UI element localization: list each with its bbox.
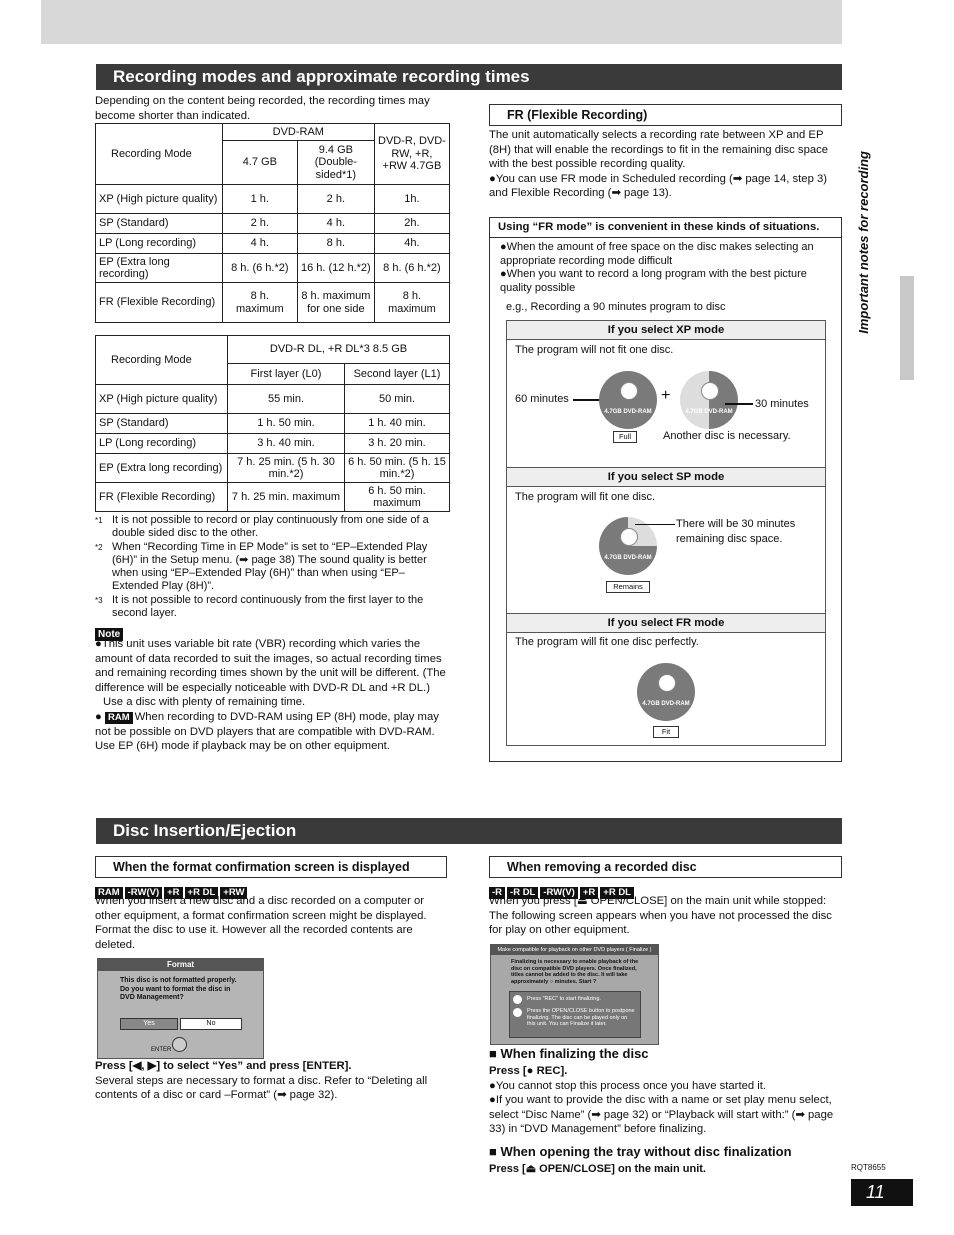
screen-message: This disc is not formatted properly. Do you want to format the disc in DVD Management?: [120, 977, 237, 1001]
disc-remains-icon: [599, 517, 657, 575]
table-cell: XP (High picture quality): [96, 185, 223, 214]
fr-body: [489, 128, 842, 201]
disc-label: 4.7GB DVD-RAM: [604, 409, 652, 416]
footnote-text: When “Recording Time in EP Mode” is set to “EP–Extended Play (6H)” in the Setup menu. (➡ page 38) The sound quality is better when using “EP–Extended Play (6H)” than when using “EP–Extended Play (8H)”.: [112, 540, 428, 593]
table-row: [96, 254, 450, 283]
disc-label: 4.7GB DVD-RAM: [642, 701, 690, 708]
table-cell: 3 h. 20 min.: [345, 434, 450, 454]
fit-label: Fit: [653, 726, 679, 738]
fr-box-bullet: ●When you want to record a long program with the best picture quality possible: [500, 268, 807, 294]
screen-title: Format: [98, 959, 263, 971]
finalizing-body: [489, 1064, 842, 1137]
table-cell: 6 h. 50 min. (5 h. 15 min.*2): [345, 454, 450, 483]
table-cell: 2 h.: [222, 214, 297, 234]
table-cell: 6 h. 50 min. maximum: [345, 483, 450, 512]
table-header-4-7gb: 4.7 GB: [222, 141, 297, 185]
page-number: 11: [851, 1179, 913, 1206]
section-title-recording-modes: Recording modes and approximate recording times: [96, 64, 842, 90]
format-instructions: [95, 1059, 447, 1103]
table-header-9-4gb: 9.4 GB (Double-sided*1): [297, 141, 374, 185]
disc-tag: RAM: [95, 887, 123, 899]
table-row: [96, 283, 450, 323]
table-header-mode: Recording Mode: [96, 124, 223, 185]
disc-tag: -R: [489, 887, 505, 899]
note-body: [95, 637, 447, 754]
finalize-screen-title: Make compatible for playback on other DVD players ( Finalize ): [491, 945, 658, 955]
finalize-screen-image: [490, 944, 659, 1045]
table-header-dvdr: DVD-R, DVD-RW, +R, +RW 4.7GB: [374, 124, 449, 185]
disc-label: 4.7GB DVD-RAM: [685, 409, 733, 416]
removing-disc-body: When you press [⏏ OPEN/CLOSE] on the main unit while stopped: The following screen appears when you have not processed the disc for play on other equipment.: [489, 895, 832, 937]
note-bullet: ● RAM When recording to DVD-RAM using EP (8H) mode, play may not be possible on DVD players that are compatible with DVD-RAM. Use EP (6H) mode if playback may be on other equipment.: [95, 710, 439, 753]
fr-mode-text: The program will fit one disc perfectly.: [515, 636, 699, 648]
dual-layer-table: [95, 335, 450, 512]
finalize-open-text: Press the OPEN/CLOSE button to postpone finalizing. The disc can be played only on this unit. You can Finalize it later.: [527, 1008, 635, 1027]
ram-tag: RAM: [105, 712, 133, 724]
side-label: Important notes for recording: [856, 151, 871, 334]
opening-tray-heading: ■ When opening the tray without disc finalization: [489, 1144, 792, 1159]
note-label: Note: [95, 628, 123, 641]
disc-tag: +R: [164, 887, 182, 899]
disc-tag: -RW(V): [125, 887, 162, 899]
top-banner: [41, 0, 842, 44]
table-cell: 2 h.: [297, 185, 374, 214]
table-cell: EP (Extra long recording): [96, 254, 223, 283]
table-cell: FR (Flexible Recording): [96, 283, 223, 323]
table-row: [96, 385, 450, 414]
xp-mode-heading: If you select XP mode: [507, 321, 825, 340]
table-cell: 4h.: [374, 234, 449, 254]
table-cell: 8 h. maximum for one side: [297, 283, 374, 323]
fr-modes-panel: [506, 320, 826, 746]
rec-icon: [513, 995, 522, 1004]
recording-times-table: [95, 123, 450, 323]
footnote-mark: *3: [95, 595, 103, 605]
pointer-line: [635, 524, 675, 525]
disc-fit-icon: [637, 663, 695, 721]
sp-mode-text: The program will fit one disc.: [515, 491, 655, 503]
table-cell: 8 h. (6 h.*2): [374, 254, 449, 283]
table-cell: 55 min.: [228, 385, 345, 414]
table-cell: 1 h. 40 min.: [345, 414, 450, 434]
fr-example: e.g., Recording a 90 minutes program to disc: [506, 301, 726, 313]
no-option[interactable]: No: [180, 1018, 242, 1030]
table-header-dl: DVD-R DL, +R DL*3 8.5 GB: [228, 336, 450, 364]
pointer-line: [725, 403, 753, 405]
finalizing-heading: ■ When finalizing the disc: [489, 1046, 649, 1061]
footnote-text: It is not possible to record continuously from the first layer to the second layer.: [112, 593, 424, 620]
note-bullet: ●This unit uses variable bit rate (VBR) recording which varies the amount of data recorded to suit the images, so actual recording times and remaining recording times shown by the unit will be different. (The difference will be especially noticeable with DVD-R DL and +R DL.): [95, 638, 446, 694]
plus-icon: +: [661, 387, 671, 404]
section-title-disc-insertion: Disc Insertion/Ejection: [96, 818, 842, 844]
footnote-text: It is not possible to record or play continuously from one side of a double sided disc to the other.: [112, 514, 429, 540]
footnotes: [95, 514, 450, 620]
fr-box-bullet: ●When the amount of free space on the disc makes selecting an appropriate recording mode difficult: [500, 241, 814, 267]
fr-bullet: ●You can use FR mode in Scheduled recording (➡ page 14, step 3) and Flexible Recording (➡ page 13).: [489, 172, 828, 200]
table-cell: SP (Standard): [96, 214, 223, 234]
finalize-rec-text: Press "REC" to start finalizing.: [527, 996, 601, 1002]
fr-box-title: Using “FR mode” is convenient in these kinds of situations.: [490, 218, 841, 238]
footnote-mark: *1: [95, 516, 103, 525]
press-body: Several steps are necessary to format a disc. Refer to “Deleting all contents of a disc or card –Format” (➡ page 32).: [95, 1074, 428, 1102]
table-header-layer0: First layer (L0): [228, 364, 345, 385]
table-cell: LP (Long recording): [96, 434, 228, 454]
table-cell: SP (Standard): [96, 414, 228, 434]
format-screen-heading: When the format confirmation screen is displayed: [95, 856, 447, 878]
xp-mode-text: The program will not fit one disc.: [515, 344, 674, 356]
disc-tag: +R DL: [185, 887, 219, 899]
enter-icon: [172, 1037, 187, 1052]
table-row: [96, 434, 450, 454]
removing-disc-heading: When removing a recorded disc: [489, 856, 842, 878]
note-subtext: Use a disc with plenty of remaining time.: [103, 696, 306, 709]
note-text: When recording to DVD-RAM using EP (8H) mode, play may not be possible on DVD players that are compatible with DVD-RAM. Use EP (6H) mode if playback may be on other equipment.: [95, 710, 439, 753]
table-row: [96, 214, 450, 234]
xp-30-minutes: 30 minutes: [755, 398, 809, 410]
table-row: [96, 234, 450, 254]
footnote: [95, 594, 450, 621]
table-header-mode: Recording Mode: [96, 336, 228, 385]
finalizing-bullet: ●You cannot stop this process once you have started it.: [489, 1079, 767, 1092]
disc-full-icon: [599, 371, 657, 429]
fr-usage-box: [489, 217, 842, 762]
disc-label: 4.7GB DVD-RAM: [604, 555, 652, 562]
table-cell: 4 h.: [297, 214, 374, 234]
table-row: [96, 454, 450, 483]
disc-tag: +RW: [220, 887, 247, 899]
sp-mode-heading: If you select SP mode: [507, 467, 825, 487]
fr-description: The unit automatically selects a recording rate between XP and EP (8H) that will enable the recordings to fit in the remaining disc space with the best possible recording quality.: [489, 129, 829, 171]
xp-60-minutes: 60 minutes: [515, 393, 569, 405]
table-cell: 1 h. 50 min.: [228, 414, 345, 434]
table-cell: 4 h.: [222, 234, 297, 254]
disc-tag: -R DL: [507, 887, 538, 899]
side-vertical-text: [856, 151, 896, 341]
table-cell: 50 min.: [345, 385, 450, 414]
fr-heading: FR (Flexible Recording): [489, 104, 842, 126]
table-cell: 3 h. 40 min.: [228, 434, 345, 454]
table-row: [96, 185, 450, 214]
table-cell: XP (High picture quality): [96, 385, 228, 414]
another-disc-text: Another disc is necessary.: [663, 430, 791, 442]
table-cell: 8 h. maximum: [222, 283, 297, 323]
format-body: When you insert a new disc and a disc recorded on a computer or other equipment, a format confirmation screen might be displayed. Format the disc to use it. However all the recorded contents are deleted.: [95, 895, 427, 951]
sp-remaining-text: There will be 30 minutes remaining disc space.: [676, 518, 796, 545]
eject-icon: [513, 1008, 522, 1017]
remains-label: Remains: [606, 581, 650, 593]
disc-tag: -RW(V): [540, 887, 577, 899]
opening-press: Press [⏏ OPEN/CLOSE] on the main unit.: [489, 1163, 706, 1175]
disc-tag: +R DL: [600, 887, 634, 899]
footnote-mark: *2: [95, 542, 103, 552]
table-cell: 8 h. maximum: [374, 283, 449, 323]
finalizing-press: Press [● REC].: [489, 1065, 568, 1077]
table-cell: 1 h.: [222, 185, 297, 214]
table-cell: 8 h.: [297, 234, 374, 254]
table-cell: FR (Flexible Recording): [96, 483, 228, 512]
table-header-layer1: Second layer (L1): [345, 364, 450, 385]
model-code: RQT8655: [851, 1163, 886, 1172]
side-tab-marker: [900, 276, 914, 380]
finalize-screen-message: Finalizing is necessary to enable playback of the disc on compatible DVD players. Once finalized, titles cannot be added to the disc. It will take approximately ○ minutes. Start ?: [511, 959, 639, 985]
table-cell: 7 h. 25 min. maximum: [228, 483, 345, 512]
full-label: Full: [613, 431, 637, 443]
table-cell: 8 h. (6 h.*2): [222, 254, 297, 283]
table-cell: LP (Long recording): [96, 234, 223, 254]
table-cell: 1h.: [374, 185, 449, 214]
footnote: [95, 514, 450, 541]
finalize-options: [509, 991, 641, 1038]
fr-mode-heading: If you select FR mode: [507, 613, 825, 633]
disc-tag: +R: [580, 887, 598, 899]
intro-text: Depending on the content being recorded, the recording times may become shorter than indicated.: [95, 95, 430, 122]
table-header-dvdram: DVD-RAM: [222, 124, 374, 141]
table-cell: 2h.: [374, 214, 449, 234]
table-cell: EP (Extra long recording): [96, 454, 228, 483]
enter-label: ENTER: [151, 1047, 172, 1053]
table-row: [96, 483, 450, 512]
footnote: [95, 541, 450, 594]
table-row: [96, 414, 450, 434]
press-instruction: Press [◀, ▶] to select “Yes” and press [ENTER].: [95, 1060, 352, 1072]
fr-box-bullets: [490, 238, 841, 295]
disc-half-icon: [680, 371, 738, 429]
yes-option[interactable]: Yes: [120, 1018, 178, 1030]
table-cell: 7 h. 25 min. (5 h. 30 min.*2): [228, 454, 345, 483]
finalizing-bullet: ●If you want to provide the disc with a name or set play menu select, select “Disc Name” (➡ page 32) or “Playback will start with:” (➡ page 33) in “DVD Management” before finalizing.: [489, 1094, 834, 1136]
table-cell: 16 h. (12 h.*2): [297, 254, 374, 283]
format-screen-image: [97, 958, 264, 1059]
